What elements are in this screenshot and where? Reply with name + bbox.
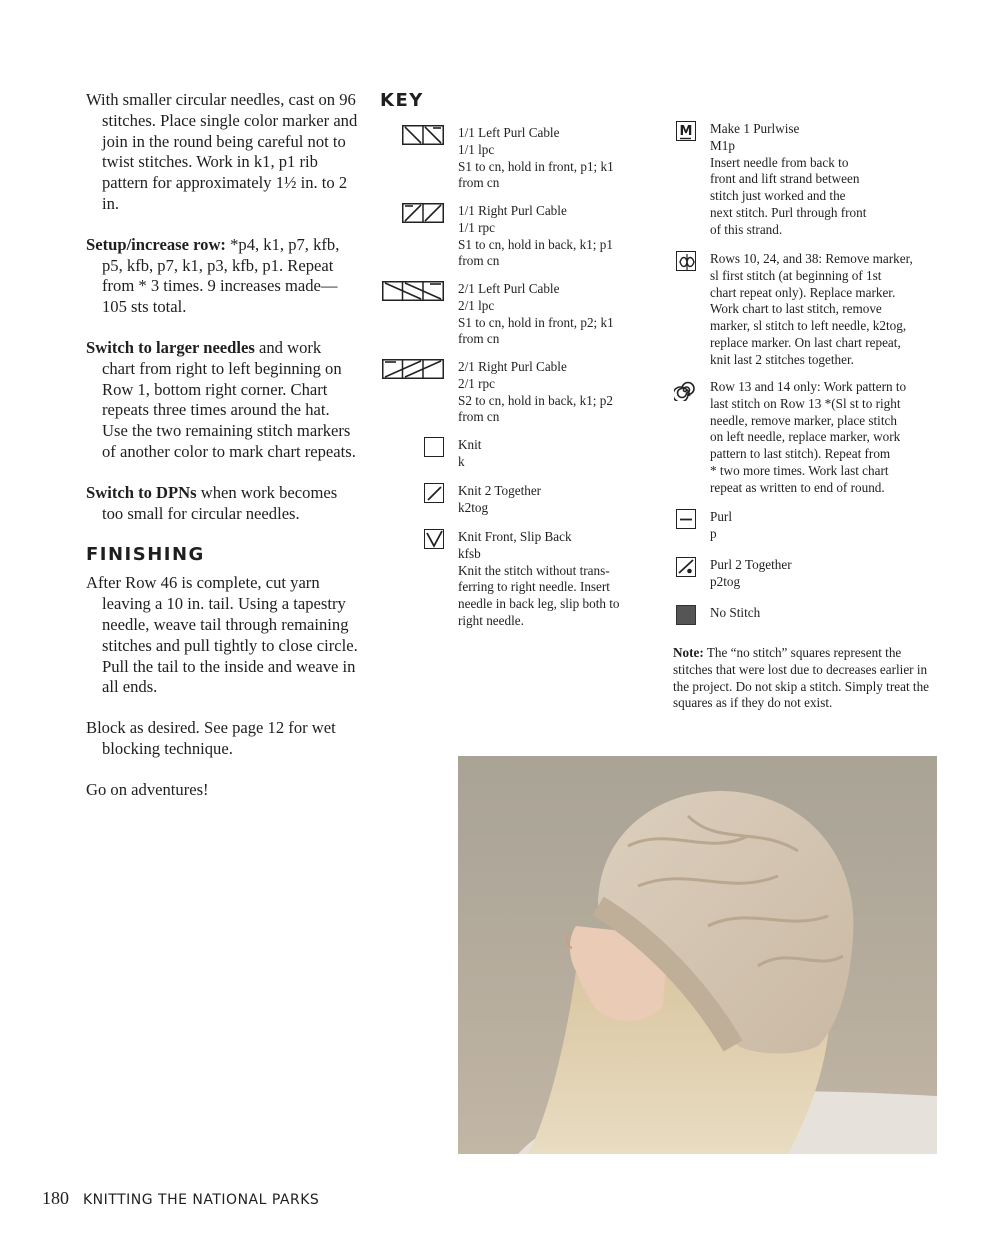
purl-icon: [676, 509, 696, 529]
block-paragraph: Block as desired. See page 12 for wet blocking technique.: [86, 718, 336, 758]
knit-2-together-icon: [424, 483, 444, 503]
make-1-purlwise-icon: M: [676, 121, 696, 141]
dpns-paragraph: [86, 483, 358, 525]
key-heading: KEY: [380, 90, 424, 111]
key-text: Knit 2 Together k2tog: [458, 483, 542, 515]
key-text: Row 13 and 14 only: Work pattern to last stitch on Row 13 *(Sl st to right needle, remove marker, place stitch on left needle, replace marker, work pattern to last stitch). Repeat from * two more times. Work last chart repeat as written to end of round.: [710, 379, 907, 495]
purl-2-together-icon: [676, 557, 696, 577]
hat-model-photo: [458, 756, 937, 1154]
key-item-no-stitch: [672, 605, 942, 635]
key-item-left-purl-cable-1-1: [380, 125, 650, 203]
key-text: Rows 10, 24, and 38: Remove marker, sl first stitch (at beginning of 1st chart repeat only). Replace marker. Work chart to last stitch, remove marker, sl stitch to left needle, k2tog, replace marker. On last chart repeat, knit last 2 stitches together.: [710, 251, 913, 367]
key-text: No Stitch: [710, 605, 761, 620]
key-text: 1/1 Left Purl Cable 1/1 lpc S1 to cn, hold in front, p1; k1 from cn: [458, 125, 614, 191]
larger-needles-text: and work chart from right to left beginning on Row 1, bottom right corner. Chart repeats three times around the hat. Use the two remaining stitch markers of another color to mark chart repeats.: [102, 337, 356, 461]
key-item-spiral: [672, 379, 942, 509]
page-number: 180: [42, 1188, 69, 1208]
key-text: Knit Front, Slip Back kfsb Knit the stitch without trans- ferring to right needle. Insert needle in back leg, slip both to right needle.: [458, 529, 620, 628]
spiral-icon: [674, 379, 696, 401]
key-text: Purl p: [710, 509, 732, 541]
setup-increase-text: *p4, k1, p7, kfb, p5, kfb, p7, k1, p3, kfb, p1. Repeat from * 3 times. 9 increases made—105 sts total.: [102, 234, 340, 317]
key-text: Make 1 Purlwise M1p Insert needle from back to front and lift strand between stitch just worked and the next stitch. Purl through front of this strand.: [710, 121, 867, 237]
key-item-purl-2-together: [672, 557, 942, 605]
cast-on-paragraph: With smaller circular needles, cast on 96 stitches. Place single color marker and join in the round being careful not to twist stitches. Work in k1, p1 rib pattern for approximately 1½ in. to 2 in.: [86, 90, 358, 213]
instructions-column: [86, 90, 358, 821]
key-text: 2/1 Right Purl Cable 2/1 rpc S2 to cn, hold in back, k1; p2 from cn: [458, 359, 613, 425]
key-item-make-1-purlwise: [672, 121, 942, 251]
right-purl-cable-1-1-icon: [402, 203, 444, 223]
dpns-label: Switch to DPNs: [86, 482, 197, 502]
key-column-a: [380, 125, 650, 629]
no-stitch-note: [673, 645, 941, 712]
book-title: KNITTING THE NATIONAL PARKS: [83, 1192, 320, 1208]
knit-icon: [424, 437, 444, 457]
dpns-text: when work becomes too small for circular needles.: [102, 482, 338, 523]
left-purl-cable-2-1-icon: [382, 281, 444, 301]
key-item-marker-swap: [672, 251, 942, 379]
page-footer: [42, 1188, 319, 1209]
note-text: The “no stitch” squares represent the stitches that were lost due to decreases earlier in the project. Do not skip a stitch. Simply treat the squares as if they do not exist.: [673, 645, 930, 711]
key-item-right-purl-cable-1-1: [380, 203, 650, 281]
no-stitch-icon: [676, 605, 696, 625]
key-column-b: [672, 121, 942, 635]
key-text: Knit k: [458, 437, 482, 469]
finishing-heading: FINISHING: [86, 544, 205, 566]
adventures-paragraph: Go on adventures!: [86, 779, 209, 799]
key-text: 2/1 Left Purl Cable 2/1 lpc S1 to cn, hold in front, p2; k1 from cn: [458, 281, 614, 347]
marker-swap-icon: [676, 251, 696, 271]
knit-front-slip-back-icon: [424, 529, 444, 549]
larger-needles-label: Switch to larger needles: [86, 337, 255, 357]
setup-increase-paragraph: [86, 235, 358, 318]
larger-needles-paragraph: [86, 338, 358, 463]
key-item-left-purl-cable-2-1: [380, 281, 650, 359]
key-item-knit-front-slip-back: [380, 529, 650, 629]
key-item-knit-2-together: [380, 483, 650, 529]
left-purl-cable-1-1-icon: [402, 125, 444, 145]
key-item-right-purl-cable-2-1: [380, 359, 650, 437]
finishing-paragraph: After Row 46 is complete, cut yarn leaving a 10 in. tail. Using a tapestry needle, weave tail through remaining stitches and pull tightly to close circle. Pull the tail to the inside and weave in all ends.: [86, 573, 358, 697]
key-item-knit: [380, 437, 650, 483]
key-text: Purl 2 Together p2tog: [710, 557, 792, 589]
note-label: Note:: [673, 645, 704, 660]
key-text: 1/1 Right Purl Cable 1/1 rpc S1 to cn, hold in back, k1; p1 from cn: [458, 203, 613, 269]
right-purl-cable-2-1-icon: [382, 359, 444, 379]
key-item-purl: [672, 509, 942, 557]
setup-increase-label: Setup/increase row:: [86, 234, 226, 254]
